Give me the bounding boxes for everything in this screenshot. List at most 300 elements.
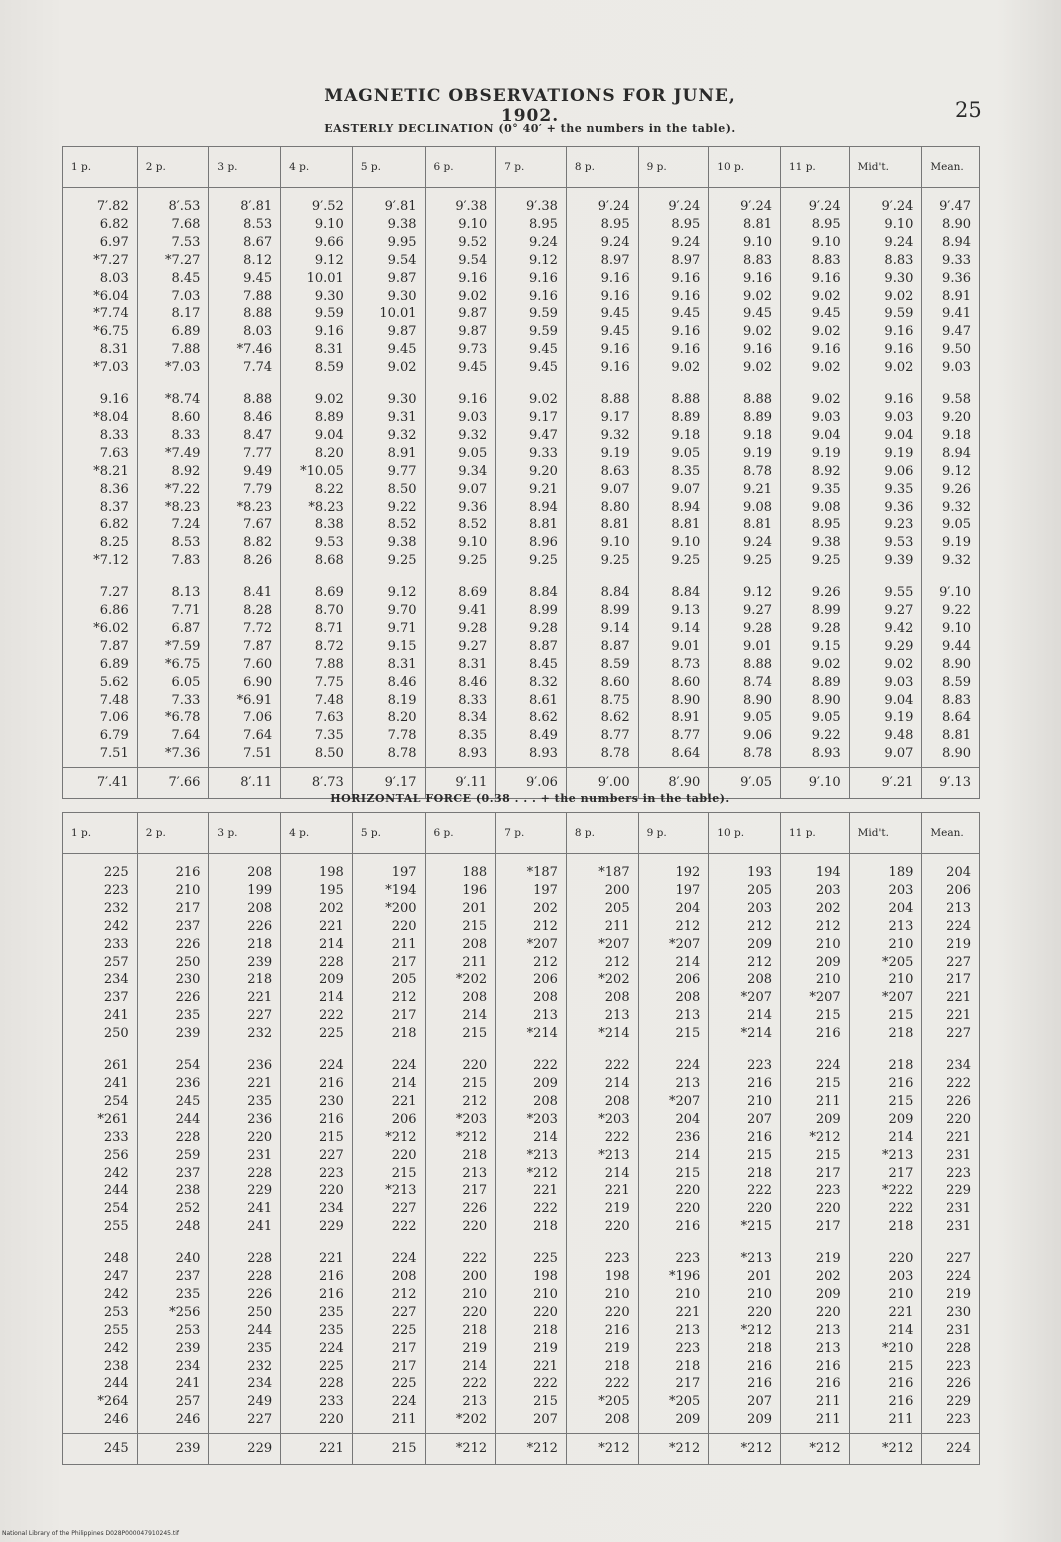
table-value: 219 <box>533 1340 558 1356</box>
table-value: 7.72 <box>243 620 273 636</box>
table-value: 9.34 <box>458 463 488 479</box>
table-value: *207 <box>668 1093 701 1109</box>
table-value: 203 <box>888 1269 914 1285</box>
data-cell <box>63 381 138 574</box>
table-value: 214 <box>675 1147 701 1163</box>
table-value: 9.19 <box>743 445 772 461</box>
table-value: 8.46 <box>387 674 417 690</box>
table-value: 211 <box>391 936 417 952</box>
data-cell <box>781 188 850 382</box>
declination-subtitle: EASTERLY DECLINATION (0° 40′ + the numbers in the table). <box>324 122 736 135</box>
table-value: *210 <box>882 1340 914 1356</box>
table-value: 230 <box>946 1304 971 1320</box>
mean-value: 221 <box>281 1434 353 1465</box>
table-value: 215 <box>319 1129 344 1145</box>
table-value: 7.71 <box>171 603 201 619</box>
table-value: 223 <box>319 1165 344 1181</box>
table-value: 257 <box>175 1394 201 1410</box>
table-value: 9.59 <box>528 306 558 322</box>
column-header: 1 p. <box>63 813 138 854</box>
table-value: 215 <box>747 1147 772 1163</box>
table-value: 9.39 <box>884 553 914 569</box>
table-value: *8.21 <box>93 463 129 479</box>
table-value: 8.61 <box>528 692 558 708</box>
table-value: 8.88 <box>243 392 273 408</box>
declination-header-row <box>63 147 980 188</box>
data-cell <box>496 188 567 382</box>
table-value: 219 <box>946 936 971 952</box>
table-value: 222 <box>391 1219 417 1235</box>
table-value: 9.02 <box>884 656 914 672</box>
data-cell <box>352 188 425 382</box>
table-value: 9.05 <box>811 710 841 726</box>
table-value: 8.64 <box>942 710 971 726</box>
table-value: 217 <box>815 1165 841 1181</box>
table-value: 9.02 <box>811 288 841 304</box>
table-value: 9.16 <box>884 324 914 340</box>
table-value: 200 <box>604 882 630 898</box>
table-value: 9.15 <box>811 638 841 654</box>
table-value: *6.75 <box>164 656 201 672</box>
table-value: 9.22 <box>942 603 971 619</box>
table-value: 8.03 <box>99 270 129 286</box>
table-value: 218 <box>747 1165 772 1181</box>
table-value: 229 <box>946 1394 971 1410</box>
table-value: 242 <box>103 1165 129 1181</box>
data-cell <box>849 1240 922 1434</box>
data-cell <box>281 1240 353 1434</box>
table-value: 222 <box>604 1129 630 1145</box>
table-value: 8.97 <box>671 252 701 268</box>
table-value: 210 <box>462 1286 488 1302</box>
data-cell <box>709 1047 781 1240</box>
table-value: 9′.24 <box>808 199 841 214</box>
table-value: 210 <box>815 936 841 952</box>
table-value: 8.31 <box>458 656 488 672</box>
table-value: 213 <box>533 1008 558 1024</box>
table-value: 8.71 <box>314 620 344 636</box>
table-value: 220 <box>946 1111 971 1127</box>
table-value: 8.95 <box>811 517 841 533</box>
column-header: Mid't. <box>849 813 922 854</box>
table-value: 9.04 <box>884 427 914 443</box>
table-value: *261 <box>97 1111 129 1127</box>
table-value: 237 <box>175 1269 201 1285</box>
table-value: 8.60 <box>600 674 630 690</box>
table-value: 222 <box>604 1376 630 1392</box>
table-value: *7.03 <box>164 360 201 376</box>
data-cell <box>496 1047 567 1240</box>
table-value: 236 <box>247 1058 273 1074</box>
mean-value: 239 <box>137 1434 209 1465</box>
table-value: 227 <box>391 1304 417 1320</box>
table-value: 235 <box>175 1286 201 1302</box>
table-value: 7.87 <box>243 638 273 654</box>
table-value: 9.07 <box>458 481 488 497</box>
table-value: *205 <box>668 1394 701 1410</box>
table-value: 8.93 <box>811 746 841 762</box>
data-cell <box>781 854 850 1048</box>
table-value: 217 <box>815 1219 841 1235</box>
table-value: 9′.10 <box>939 585 971 601</box>
table-value: *7.22 <box>164 481 201 497</box>
table-value: 9.10 <box>884 216 914 232</box>
table-value: 8.03 <box>243 324 273 340</box>
mean-value: *212 <box>496 1434 567 1465</box>
table-value: 218 <box>391 1026 417 1042</box>
table-value: 9.10 <box>314 216 344 232</box>
table-value: 220 <box>462 1058 488 1074</box>
column-header: 10 p. <box>709 147 781 188</box>
table-value: *10.05 <box>300 463 344 479</box>
table-value: *264 <box>97 1394 129 1410</box>
table-value: 8.99 <box>600 603 630 619</box>
table-value: 197 <box>391 865 417 880</box>
table-value: 9.31 <box>387 409 417 425</box>
table-value: 9.45 <box>743 306 772 322</box>
table-value: 216 <box>747 1129 772 1145</box>
table-value: *8.04 <box>93 409 129 425</box>
table-value: 237 <box>103 990 129 1006</box>
column-header: 4 p. <box>281 147 353 188</box>
table-value: 8.83 <box>942 692 971 708</box>
table-value: 8.96 <box>528 535 558 551</box>
table-value: 218 <box>533 1322 558 1338</box>
table-value: 214 <box>533 1129 558 1145</box>
table-value: 242 <box>103 1340 129 1356</box>
table-value: 9.16 <box>528 288 558 304</box>
table-value: 216 <box>815 1376 841 1392</box>
data-cell <box>63 188 138 382</box>
table-value: 8.35 <box>458 728 488 744</box>
column-header: 6 p. <box>425 813 496 854</box>
table-value: 9.02 <box>884 288 914 304</box>
table-value: 8.90 <box>811 692 841 708</box>
table-value: 9.25 <box>528 553 558 569</box>
table-value: 9.03 <box>811 409 841 425</box>
table-value: 9′.24 <box>668 199 701 214</box>
table-value: 8.33 <box>171 427 201 443</box>
table-value: 9.02 <box>314 392 344 408</box>
table-value: 241 <box>247 1219 273 1235</box>
table-value: *222 <box>882 1183 914 1199</box>
table-value: 9′.38 <box>455 199 488 214</box>
table-value: 9.14 <box>600 620 630 636</box>
table-value: 9.08 <box>743 499 772 515</box>
data-cell <box>781 381 850 574</box>
table-value: 9.02 <box>811 360 841 376</box>
table-value: 208 <box>533 1093 558 1109</box>
data-cell <box>137 574 209 768</box>
data-cell <box>566 1047 638 1240</box>
data-cell <box>209 854 281 1048</box>
table-value: 9.16 <box>743 270 772 286</box>
table-value: 8.89 <box>671 409 701 425</box>
table-value: 209 <box>888 1111 914 1127</box>
table-value: 9.16 <box>458 392 488 408</box>
table-value: 259 <box>175 1147 201 1163</box>
table-value: 236 <box>247 1111 273 1127</box>
column-header: 2 p. <box>137 147 209 188</box>
table-value: *202 <box>455 972 488 988</box>
table-value: 221 <box>391 1093 417 1109</box>
table-value: 212 <box>604 954 630 970</box>
table-value: 8.31 <box>99 342 129 358</box>
table-value: 8.92 <box>811 463 841 479</box>
table-value: 221 <box>946 990 971 1006</box>
table-value: 214 <box>604 1075 630 1091</box>
table-value: 9.25 <box>600 553 630 569</box>
table-value: 8.90 <box>942 216 971 232</box>
table-value: *7.49 <box>164 445 201 461</box>
table-value: 9.24 <box>600 234 630 250</box>
table-value: 220 <box>815 1201 841 1217</box>
table-value: 219 <box>946 1286 971 1302</box>
table-value: 227 <box>946 954 971 970</box>
table-value: 9′.81 <box>384 199 417 214</box>
data-cell <box>352 574 425 768</box>
table-value: 8.93 <box>458 746 488 762</box>
table-value: *7.59 <box>164 638 201 654</box>
table-value: 8.64 <box>671 746 701 762</box>
table-value: 196 <box>462 882 488 898</box>
table-value: 216 <box>604 1322 630 1338</box>
table-value: 241 <box>247 1201 273 1217</box>
data-cell <box>209 381 281 574</box>
table-value: 221 <box>675 1304 701 1320</box>
table-value: 8.73 <box>671 656 701 672</box>
table-value: 7.74 <box>243 360 273 376</box>
table-value: 8.13 <box>171 585 201 601</box>
table-value: 244 <box>103 1183 129 1199</box>
table-value: 8.81 <box>743 216 772 232</box>
table-value: 9.24 <box>671 234 701 250</box>
table-value: 8.25 <box>99 535 129 551</box>
table-value: 216 <box>747 1376 772 1392</box>
table-value: 220 <box>391 918 417 934</box>
table-value: 224 <box>391 1058 417 1074</box>
table-value: 208 <box>247 900 273 916</box>
data-cell <box>709 574 781 768</box>
table-value: 8.84 <box>671 585 701 601</box>
table-value: *214 <box>598 1026 630 1042</box>
table-value: *8.74 <box>164 392 201 408</box>
table-value: 8.88 <box>600 392 630 408</box>
table-value: *214 <box>526 1026 558 1042</box>
table-value: 204 <box>946 865 971 880</box>
table-value: 6.86 <box>99 603 129 619</box>
table-value: 8.93 <box>528 746 558 762</box>
table-value: 9.32 <box>458 427 488 443</box>
table-value: 255 <box>103 1219 129 1235</box>
table-value: 8.59 <box>942 674 971 690</box>
table-value: 232 <box>247 1026 273 1042</box>
table-value: 9.01 <box>671 638 701 654</box>
table-value: 6.79 <box>99 728 129 744</box>
table-value: 227 <box>946 1251 971 1267</box>
table-value: 225 <box>319 1358 344 1374</box>
table-value: 9.16 <box>600 342 630 358</box>
data-cell <box>137 381 209 574</box>
table-value: 204 <box>888 900 914 916</box>
table-value: 9.58 <box>942 392 971 408</box>
table-value: 254 <box>103 1093 129 1109</box>
table-value: 7.51 <box>99 746 129 762</box>
mean-value: 9′.05 <box>709 768 781 799</box>
table-value: 7.48 <box>99 692 129 708</box>
table-value: 9.36 <box>884 499 914 515</box>
table-value: 8′.53 <box>168 199 201 214</box>
table-value: 201 <box>747 1269 772 1285</box>
table-value: 223 <box>946 1358 971 1374</box>
table-value: 254 <box>175 1058 201 1074</box>
table-value: 220 <box>815 1304 841 1320</box>
table-value: 6.05 <box>171 674 201 690</box>
table-value: 215 <box>675 1026 701 1042</box>
table-value: 9.45 <box>600 324 630 340</box>
table-value: 222 <box>533 1376 558 1392</box>
table-value: 8.90 <box>942 656 971 672</box>
table-value: 9.73 <box>458 342 488 358</box>
declination-body <box>63 188 980 799</box>
table-value: 8.49 <box>528 728 558 744</box>
table-value: 216 <box>888 1075 914 1091</box>
table-value: 241 <box>175 1376 201 1392</box>
table-value: 209 <box>747 1412 772 1428</box>
table-value: 202 <box>815 900 841 916</box>
table-value: 215 <box>462 1075 488 1091</box>
table-value: 214 <box>888 1322 914 1338</box>
table-value: 221 <box>319 1251 344 1267</box>
table-value: 9.06 <box>743 728 772 744</box>
table-value: 8.59 <box>314 360 344 376</box>
data-cell <box>781 1240 850 1434</box>
table-value: 256 <box>103 1147 129 1163</box>
table-value: 235 <box>319 1304 344 1320</box>
table-value: 211 <box>815 1394 841 1410</box>
table-value: 8.87 <box>528 638 558 654</box>
horizontal-force-body <box>63 854 980 1465</box>
data-cell <box>922 854 980 1048</box>
table-value: *7.03 <box>93 360 129 376</box>
column-header: 6 p. <box>425 147 496 188</box>
data-cell <box>638 1240 709 1434</box>
table-value: 216 <box>175 865 201 880</box>
table-value: 9.27 <box>458 638 488 654</box>
table-value: 215 <box>462 1026 488 1042</box>
table-value: 9.87 <box>387 270 417 286</box>
table-value: 9.02 <box>811 324 841 340</box>
table-value: 214 <box>604 1165 630 1181</box>
table-value: 225 <box>391 1322 417 1338</box>
data-cell <box>638 854 709 1048</box>
table-value: *187 <box>526 865 558 880</box>
table-value: 9.08 <box>811 499 841 515</box>
table-value: 195 <box>319 882 344 898</box>
data-cell <box>281 381 353 574</box>
table-value: 6.97 <box>99 234 129 250</box>
table-value: 221 <box>533 1358 558 1374</box>
table-value: 8.95 <box>811 216 841 232</box>
table-value: 8.26 <box>243 553 273 569</box>
table-value: 6.82 <box>99 216 129 232</box>
mean-value: 8′.73 <box>281 768 353 799</box>
mean-value: *212 <box>566 1434 638 1465</box>
data-cell <box>63 1240 138 1434</box>
table-value: 9.35 <box>811 481 841 497</box>
data-cell <box>496 381 567 574</box>
table-value: 7.06 <box>243 710 273 726</box>
mean-value: 9′.06 <box>496 768 567 799</box>
table-value: 8.81 <box>942 728 971 744</box>
data-block-row <box>63 1047 980 1240</box>
table-value: *207 <box>809 990 841 1006</box>
table-value: *203 <box>598 1111 630 1127</box>
table-value: 9.45 <box>671 306 701 322</box>
table-value: 8.81 <box>600 517 630 533</box>
table-value: 9.10 <box>458 216 488 232</box>
table-value: 235 <box>247 1093 273 1109</box>
mean-value: 7′.66 <box>137 768 209 799</box>
data-cell <box>425 188 496 382</box>
table-value: 8.88 <box>243 306 273 322</box>
table-value: 7.24 <box>171 517 201 533</box>
table-value: 8.62 <box>600 710 630 726</box>
table-value: 218 <box>533 1219 558 1235</box>
data-cell <box>922 574 980 768</box>
table-value: 219 <box>815 1251 841 1267</box>
table-value: 9.02 <box>671 360 701 376</box>
data-cell <box>281 188 353 382</box>
table-value: 208 <box>604 990 630 1006</box>
data-cell <box>352 1047 425 1240</box>
column-header: 9 p. <box>638 813 709 854</box>
table-value: 8.90 <box>671 692 701 708</box>
table-value: *213 <box>526 1147 558 1163</box>
table-value: 9.15 <box>387 638 417 654</box>
data-cell <box>425 854 496 1048</box>
table-value: 197 <box>533 882 558 898</box>
table-value: *215 <box>740 1219 772 1235</box>
table-value: 8.81 <box>743 517 772 533</box>
column-header: 11 p. <box>781 813 850 854</box>
column-header: 7 p. <box>496 813 567 854</box>
table-value: 208 <box>247 865 273 880</box>
table-value: 202 <box>815 1269 841 1285</box>
table-value: 9.59 <box>884 306 914 322</box>
column-header: 8 p. <box>566 147 638 188</box>
table-value: 208 <box>462 936 488 952</box>
table-value: 188 <box>462 865 488 880</box>
table-value: 214 <box>391 1075 417 1091</box>
table-value: 9.32 <box>387 427 417 443</box>
table-value: 9.02 <box>884 360 914 376</box>
table-value: 9.28 <box>458 620 488 636</box>
table-value: 234 <box>319 1201 344 1217</box>
table-value: 241 <box>103 1075 129 1091</box>
mean-value: 245 <box>63 1434 138 1465</box>
table-value: 239 <box>247 954 273 970</box>
table-value: 219 <box>462 1340 488 1356</box>
column-header: 3 p. <box>209 813 281 854</box>
table-value: 9.03 <box>884 409 914 425</box>
table-value: 8.94 <box>942 445 971 461</box>
table-value: 235 <box>247 1340 273 1356</box>
table-value: 207 <box>747 1111 772 1127</box>
table-value: 214 <box>675 954 701 970</box>
table-value: 210 <box>675 1286 701 1302</box>
table-value: 210 <box>888 936 914 952</box>
